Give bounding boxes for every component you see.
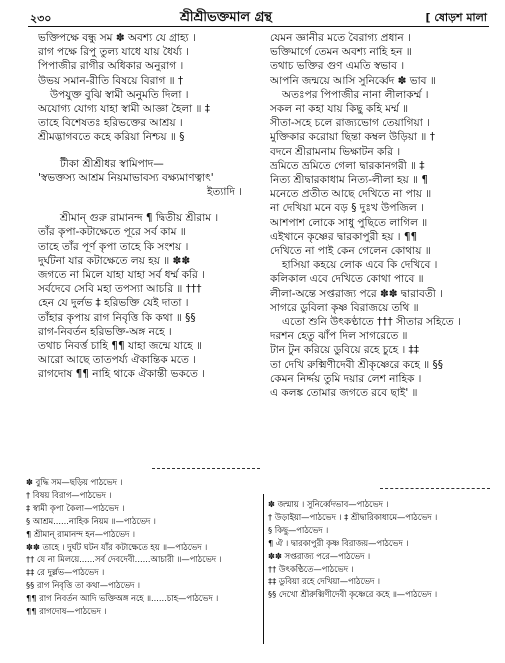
footnote: ¶¶ রাগদোষ—পাঠভেদ ।	[26, 606, 107, 617]
footnote: † উড়াইয়া—পাঠভেদ । ‡ শ্রীদ্বারিকাধামে—পাঠভেদ ।	[268, 511, 438, 522]
footnote: † বিষয় বিরাগ—পাঠভেদ ।	[26, 489, 112, 500]
verse-line: লীলা-অন্তে সপ্তরাজ্য পরে ✽✽ দ্বারাবতী ।	[270, 287, 443, 300]
verse-line: রাগদোষ ¶¶ নাহি থাকে ঐকান্তী ভকতে ।	[38, 368, 205, 381]
verse-line: তাঁহার কৃপায় রাগ নিবৃত্তি কি কথা ॥ §§	[38, 311, 196, 324]
left-column	[38, 31, 260, 382]
verse-line: উভয় সমান-রীতি বিষয়ে বিরাগ ॥ †	[38, 74, 184, 87]
footnote: § আশ্রম......নাহিক নিয়ম ॥—পাঠভেদ ।	[26, 515, 156, 526]
footnote: ‡ স্বামী কৃপা কৈলা—পাঠভেদ ।	[26, 502, 125, 513]
footnote: †† যে না মিলয়ে......সর্ব দেবদেবী......আচারী ॥—পাঠভেদ ।	[26, 554, 222, 565]
verse-line: পিপাজীর রাগীর অধিকার অনুরাগ ।	[38, 60, 184, 73]
page-number: ২৩০	[30, 12, 52, 25]
footnotes-left	[26, 476, 260, 618]
page-header	[30, 8, 487, 26]
verse-line: তাহে তাঁর পূর্ণ কৃপা তাহে কি সংশয় ।	[38, 240, 189, 253]
verse-line: কলিকাল এবে দেখিতে কোথা পাবে ॥	[270, 273, 424, 286]
verse-line: শ্রীমদ্ভাগবতে কহে করিয়া নিশ্চয় ॥ §	[38, 131, 185, 144]
footnote: ✽✽ সপ্তরাজ্য পরে—পাঠভেদ ।	[268, 550, 371, 561]
verse-line: এইখানে কৃষ্ণের দ্বারকাপুরী হয় । ¶¶	[270, 230, 418, 243]
verse-line: না দেখিয়া মনে বড় § দুঃখ উপজিল ।	[270, 202, 424, 215]
verse-line: ভক্তিমার্গে তেমন অবশ্য নাহি হন ॥	[270, 46, 412, 59]
verse-line: তথাচ ভক্তির গুণ এমতি স্বভাব ।	[270, 60, 405, 73]
verse-line: টান টুন করিয়ে ডুবিয়ে রহে চুহে । ‡‡	[270, 344, 420, 357]
verse-line: কেমন নির্দ্দয় তুমি দয়ার লেশ নাহিক ।	[270, 372, 422, 385]
footnote: ¶ শ্রীমান্ রামানন্দ হন—পাঠভেদ ।	[26, 528, 135, 539]
verse-line: হাসিয়া কহয়ে লোক এবে কি দেখিবে ।	[282, 259, 438, 272]
verse-line: দুর্ঘটনা যার কটাক্ষেতে লয় হয় ॥ ✽✽	[38, 254, 191, 267]
footnote: ‡‡ রে দুর্ল্লভ—পাঠভেদ ।	[26, 567, 105, 578]
verse-line: তথাচ নিবর্ত্ত চাহি ¶¶ যাহা জন্মে যাহে ॥	[38, 340, 202, 353]
footnote: ✽ জন্মায় । সুনির্ব্বেদভাব—পাঠভেদ ।	[268, 499, 389, 509]
verse-line: সর্বদেবে সেবি মহা তপস্যা আচরি ॥ †††	[38, 283, 202, 296]
verse-line: অতঃপর পিপাজীর নানা লীলাকর্ম্ম ।	[282, 88, 429, 101]
verse-line: তাঁর কৃপা-কটাক্ষেতে পূরে সর্ব কাম ॥	[38, 226, 186, 239]
verse-line: সীতা-সহে চলে রাজ্যভোগ তেয়াগিয়া ।	[270, 117, 430, 130]
verse-line: আপনি জন্ময়ে আসি সুনির্ব্বেদ ✽ ভাব ॥	[270, 74, 436, 87]
header-rule	[28, 26, 489, 27]
footnote-divider	[263, 494, 264, 644]
verse-line: এ কলঙ্ক তোমার জগতে রবে ছাই' ॥	[270, 387, 418, 400]
footnote: ¶¶ রাগ নিবর্তন আদি ভক্তিঅঙ্গ নহে ॥......চাহ—পাঠভেদ ।	[26, 593, 219, 604]
verse-line: এতো শুনি উৎকণ্ঠাতে ††† সীতার সহিতে ।	[282, 316, 461, 329]
footnote: ✽✽ তাহে । দুর্ঘট ঘটন যাঁর কটাক্ষেতে হয় ॥—পাঠভেদ ।	[26, 541, 208, 552]
verse-line: বদনে শ্রীরামনাম ভিক্ষাটন করি ।	[270, 145, 401, 158]
verse-line: আশপাশ লোকে সাধু পুছিতে লাগিল ॥	[270, 216, 428, 229]
verse-line: রাগ-নিবর্তন হরিভক্তি-অঙ্গ নহে ।	[38, 325, 172, 338]
verse-line: ভ্রমিতে ভ্রমিতে গেলা দ্বারকানগরী ॥ ‡	[270, 159, 425, 172]
section-label: [ ষোড়শ মালা	[425, 11, 487, 24]
footnote: § কিছু—পাঠভেদ ।	[268, 524, 329, 535]
verse-line: যেমন জ্ঞানীর মতে বৈরাগ্য প্রধান ।	[270, 32, 411, 44]
verse-line: ভক্তিপক্ষে বন্ধু সম ✽ অবশ্য যে গ্রাহ্য ।	[38, 32, 196, 44]
verse-line: অযোগ্য যোগ্য যাহা স্বামী আজ্ঞা হৈলা ॥ ‡	[38, 103, 211, 116]
footnote: §§ রাগ নিবৃত্তি তা কথা—পাঠভেদ ।	[26, 580, 140, 591]
verse-line: নিত্য শ্রীদ্বারকাধাম নিত্য-লীলা হয় ॥ ¶	[270, 174, 429, 187]
verse-line: রাগ পক্ষে রিপু তুল্য যাধে যায় ধৈর্য্য ।	[38, 46, 190, 59]
verse-line: দরশন হেতু ঝাঁপ দিল সাগরেতে ॥	[270, 330, 408, 343]
running-title: শ্রীশ্রীভক্তমাল গ্রন্থ	[180, 10, 272, 25]
section-end-dash	[380, 488, 490, 489]
verse-line: তা দেখি রুক্মিণীদেবী শ্রীকৃষ্ণেরে কহে ॥ §§	[270, 358, 443, 371]
footnote: †† উৎকণ্ঠিতে—পাঠভেদ ।	[268, 563, 354, 574]
right-column	[270, 31, 494, 400]
sanskrit-quote: 'স্বভক্তস্য আশ্রম নিয়মাভাবস্য বক্ষ্যমাণত্বাৎ'	[38, 171, 214, 184]
footnote: §§ দেখো শ্রীরুক্মিণীদেবী কৃষ্ণেরে কহে ॥—পাঠভেদ ।	[268, 589, 438, 600]
verse-line: সকল না কহা যায় কিছু কহি মর্ম্ম ॥	[270, 103, 409, 116]
quote-end: ইত্যাদি ।	[206, 186, 242, 199]
verse-line: শ্রীমান্ গুরু রামানন্দ ¶ দ্বিতীয় শ্রীরাম ।	[60, 212, 219, 225]
footnote: ‡‡ ডুবিয়া রহে দেখিয়া—পাঠভেদ ।	[268, 576, 380, 587]
verse-line: মুক্তিকার করোয়া ছিন্তা কম্বল উড়িয়া ॥ †	[270, 131, 435, 144]
verse-line: মনেতে প্রতীত আছে দেখিতে না পায় ॥	[270, 188, 432, 201]
verse-line: দেখিতে না পাই কেন গেলেন কোথায় ॥	[270, 245, 431, 258]
footnotes-right	[268, 498, 498, 601]
verse-line: তাহে বিশেষতঃ হরিভক্তের আশ্রয় ।	[38, 117, 183, 130]
footnote: ¶ ঐ । দ্বারকাপুরী কৃষ্ণ বিরাজয়—পাঠভেদ ।	[268, 537, 409, 548]
verse-line: সাগরে ডুবিলা কৃষ্ণ বিরাজয়ে তথি ॥	[270, 301, 419, 314]
verse-line: আরো আছে তাতপর্য্য ঐকান্তিক মতে ।	[38, 354, 196, 367]
verse-line: জগতে না মিলে যাহা যাহা সর্ব ধর্ম্ম করি ।	[38, 269, 205, 282]
commentary-heading: টীকা শ্রীশ্রীধর স্বামিপাদ—	[60, 157, 164, 170]
section-end-dash	[152, 468, 260, 469]
footnote: ✽ বুদ্ধি সম—ছড়িয় পাঠভেদ ।	[26, 477, 123, 487]
verse-line: হেন যে দুর্লভ ‡ হরিভক্তি যেই দাতা ।	[38, 297, 189, 310]
verse-line: উপযুক্ত বুঝি স্বামী অনুমতি দিলা ।	[50, 88, 189, 101]
